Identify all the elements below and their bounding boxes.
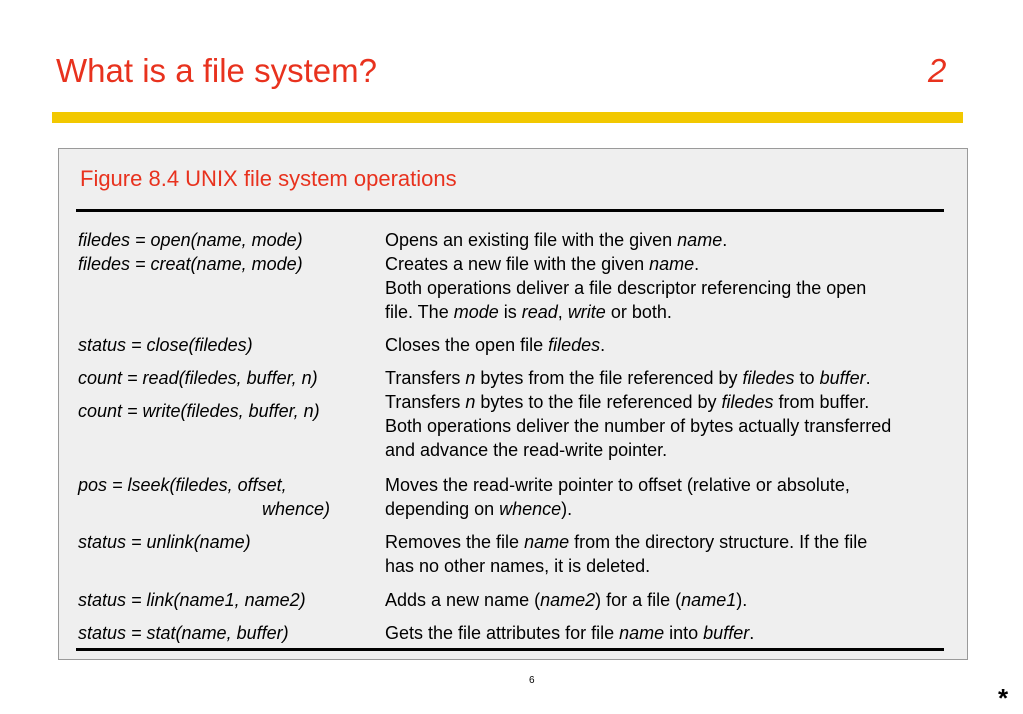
operation-call: pos = lseek(filedes, offset, — [78, 475, 287, 495]
table-top-rule — [76, 209, 944, 212]
operation-call: status = link(name1, name2) — [78, 590, 306, 610]
title-underline-bar — [52, 112, 963, 123]
operation-description: depending on whence). — [385, 499, 573, 519]
operation-description: Creates a new file with the given name. — [385, 254, 700, 274]
operation-description: Closes the open file filedes. — [385, 335, 606, 355]
operation-call: status = stat(name, buffer) — [78, 623, 289, 643]
operation-call: filedes = creat(name, mode) — [78, 254, 303, 274]
operation-description: Opens an existing file with the given name. — [385, 230, 728, 250]
operation-description: file. The mode is read, write or both. — [385, 302, 672, 322]
slide-title: What is a file system? — [56, 52, 377, 89]
operation-call: count = write(filedes, buffer, n) — [78, 401, 320, 421]
page-number: 6 — [529, 675, 535, 686]
operation-call: count = read(filedes, buffer, n) — [78, 368, 318, 388]
operation-description: Transfers n bytes from the file referenced by filedes to buffer. — [385, 368, 871, 388]
slide-number: 2 — [928, 52, 947, 89]
table-bottom-rule — [76, 648, 944, 651]
operation-call: filedes = open(name, mode) — [78, 230, 303, 250]
operation-description: Both operations deliver a file descriptor referencing the open — [385, 278, 867, 298]
operation-description: has no other names, it is deleted. — [385, 556, 651, 576]
operation-description: Transfers n bytes to the file referenced by filedes from buffer. — [385, 392, 870, 412]
figure-title: Figure 8.4 UNIX file system operations — [80, 166, 457, 191]
operation-call: whence) — [262, 499, 331, 519]
operation-call: status = unlink(name) — [78, 532, 251, 552]
operation-description: Both operations deliver the number of bytes actually transferred — [385, 416, 892, 436]
asterisk-mark: * — [998, 683, 1009, 713]
operation-description: Gets the file attributes for file name into buffer. — [385, 623, 755, 643]
operation-call: status = close(filedes) — [78, 335, 253, 355]
operation-description: and advance the read-write pointer. — [385, 440, 668, 460]
operation-description: Moves the read-write pointer to offset (relative or absolute, — [385, 475, 850, 495]
operation-description: Removes the file name from the directory structure. If the file — [385, 532, 868, 552]
operation-description: Adds a new name (name2) for a file (name1). — [385, 590, 748, 610]
